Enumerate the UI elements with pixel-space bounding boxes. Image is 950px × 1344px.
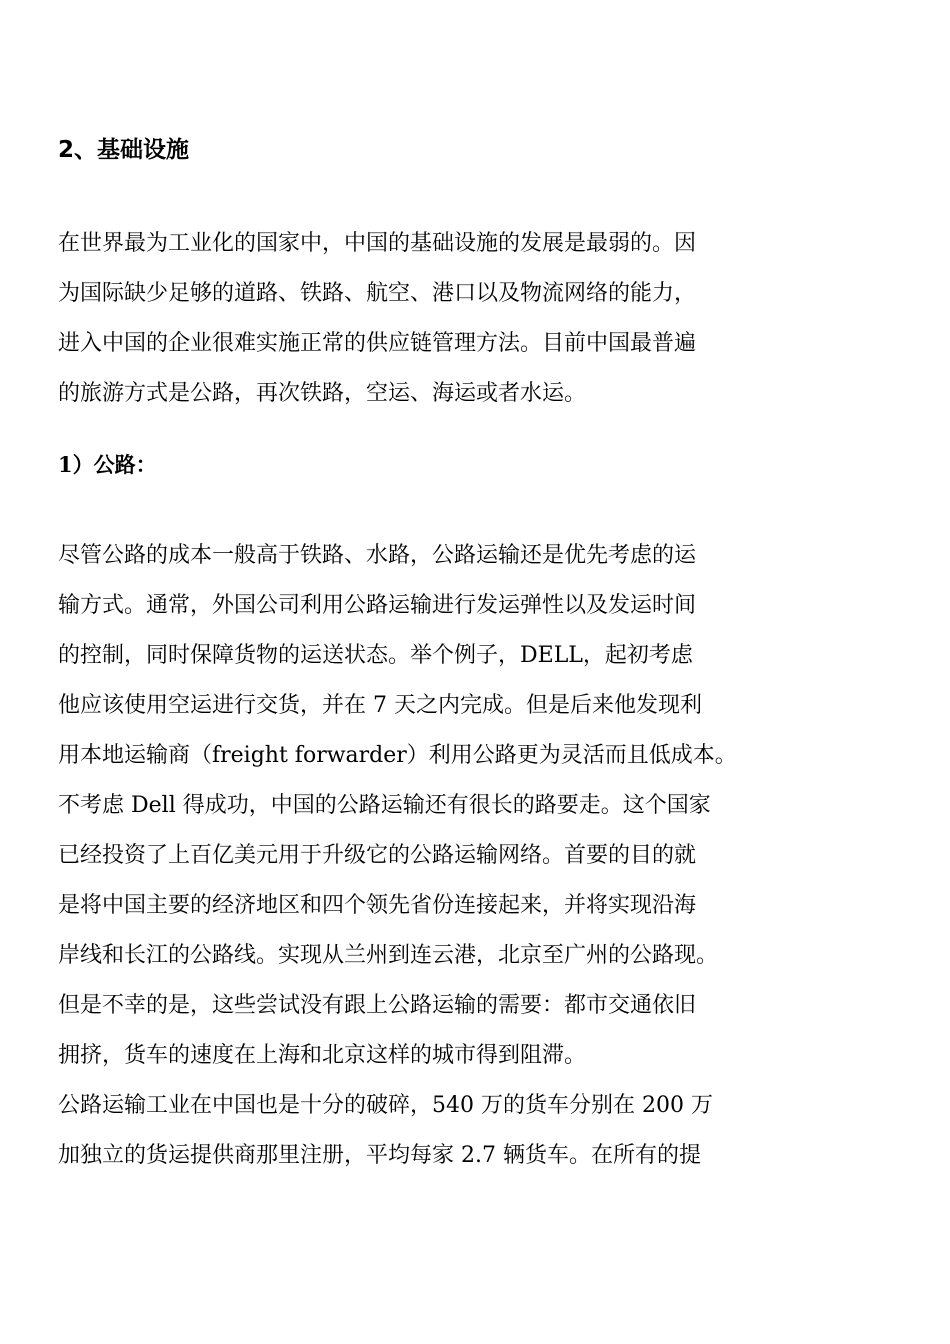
paragraph-line: 公路运输工业在中国也是十分的破碎，540 万的货车分别在 200 万: [58, 1093, 713, 1118]
paragraph-line: 的旅游方式是公路，再次铁路，空运、海运或者水运。: [58, 381, 587, 406]
paragraph-line: 用本地运输商（freight forwarder）利用公路更为灵活而且低成本。: [58, 743, 737, 768]
paragraph-line: 在世界最为工业化的国家中，中国的基础设施的发展是最弱的。因: [58, 231, 697, 256]
paragraph-line: 的控制，同时保障货物的运送状态。举个例子，DELL，起初考虑: [58, 643, 693, 668]
paragraph-line: 加独立的货运提供商那里注册，平均每家 2.7 辆货车。在所有的提: [58, 1143, 701, 1168]
paragraph-line: 进入中国的企业很难实施正常的供应链管理方法。目前中国最普遍: [58, 331, 697, 356]
paragraph-line: 已经投资了上百亿美元用于升级它的公路运输网络。首要的目的就: [58, 843, 697, 868]
paragraph-line: 输方式。通常，外国公司利用公路运输进行发运弹性以及发运时间: [58, 593, 697, 618]
paragraph-line: 岸线和长江的公路线。实现从兰州到连云港，北京至广州的公路现。: [58, 943, 719, 968]
intro-paragraph: [58, 219, 696, 419]
paragraph-line: 尽管公路的成本一般高于铁路、水路，公路运输还是优先考虑的运: [58, 543, 697, 568]
road-paragraph: [58, 531, 737, 1181]
paragraph-line: 拥挤，货车的速度在上海和北京这样的城市得到阻滞。: [58, 1043, 587, 1068]
subsection-heading-road: 1）公路：: [58, 452, 157, 477]
paragraph-line: 为国际缺少足够的道路、铁路、航空、港口以及物流网络的能力，: [58, 281, 697, 306]
paragraph-line: 他应该使用空运进行交货，并在 7 天之内完成。但是后来他发现利: [58, 693, 702, 718]
section-heading: 2、基础设施: [58, 137, 190, 163]
paragraph-line: 不考虑 Dell 得成功，中国的公路运输还有很长的路要走。这个国家: [58, 793, 711, 818]
paragraph-line: 是将中国主要的经济地区和四个领先省份连接起来，并将实现沿海: [58, 893, 697, 918]
paragraph-line: 但是不幸的是，这些尝试没有跟上公路运输的需要：都市交通依旧: [58, 993, 697, 1018]
